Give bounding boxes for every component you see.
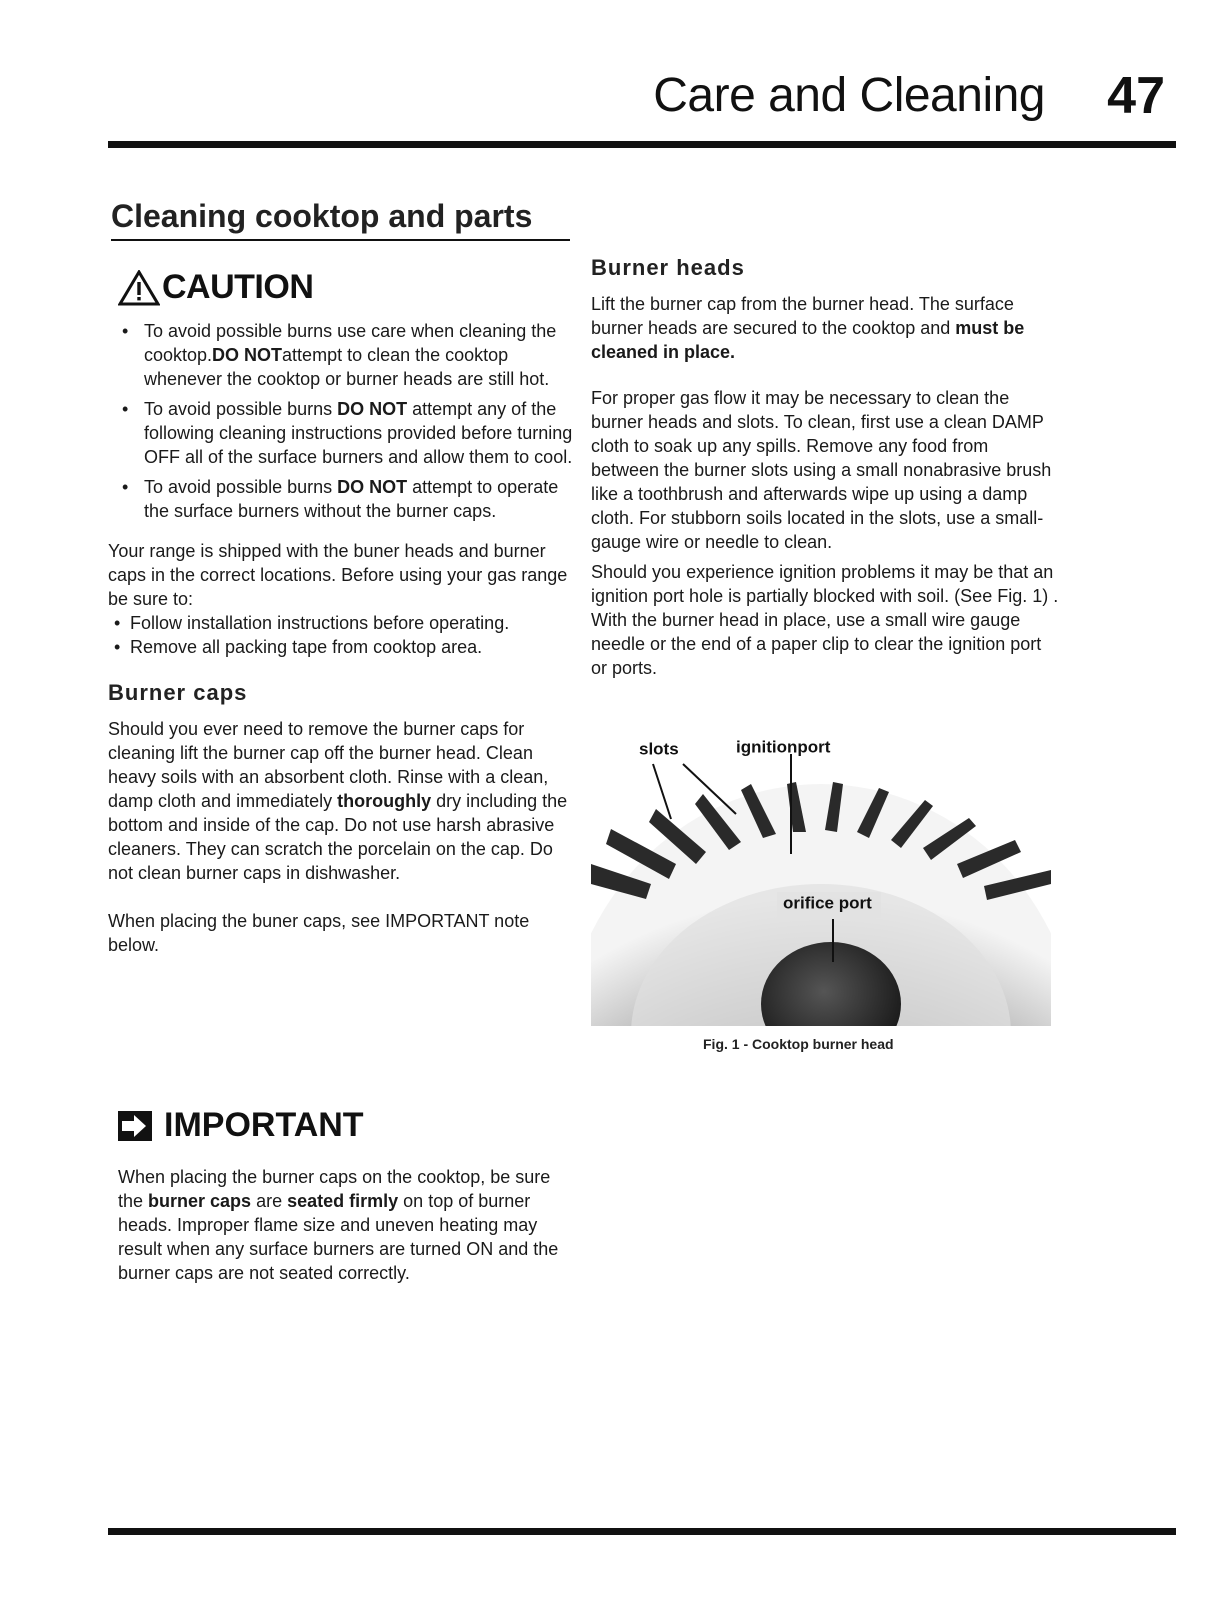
important-heading xyxy=(118,1106,364,1145)
intro-list xyxy=(108,611,580,659)
label-orifice-port: orifice port xyxy=(783,893,872,913)
page-number: 47 xyxy=(1107,67,1165,125)
left-column xyxy=(108,319,580,957)
burner-caps-heading: Burner caps xyxy=(108,680,248,705)
burner-caps-paragraph: Should you ever need to remove the burner caps for cleaning lift the burner cap off the burner head. Clean heavy soils with an absorbent cloth. Rinse with a clean, damp cloth and immediately thoroughly dry including the bottom and inside of the cap. Do not use harsh abrasive cleaners. They can scratch the porcelain on the cap. Do not clean burner caps in dishwasher. xyxy=(108,719,568,883)
intro-item: • Follow installation instructions before operating. xyxy=(108,611,580,635)
caution-item: • To avoid possible burns DO NOT attempt any of the following cleaning instructions provided before turning OFF all of the surface burners and allow them to cool. xyxy=(108,397,580,469)
caution-item: • To avoid possible burns use care when cleaning the cooktop.DO NOTattempt to clean the cooktop whenever the cooktop or burner heads are still hot. xyxy=(108,319,580,391)
important-label: IMPORTANT xyxy=(164,1106,364,1144)
burner-head-illustration xyxy=(591,734,1051,1026)
label-ignition-port: ignitionport xyxy=(736,737,831,757)
header-title: Care and Cleaning xyxy=(653,69,1045,122)
footer-rule xyxy=(108,1528,1176,1535)
burner-heads-ignition: Should you experience ignition problems it may be that an ignition port hole is partially blocked with soil. (See Fig. 1) . With the burner head in place, use a small wire gauge needle or the end of a paper clip to clear the ignition port or ports. xyxy=(591,562,1059,678)
burner-head-figure xyxy=(591,734,1051,1026)
burner-heads-gas-flow: For proper gas flow it may be necessary to clean the burner heads and slots. To clean, first use a clean DAMP cloth to soak up any spills. Remove any food from between the burner slots using a small nonabrasive brush like a toothbrush and afterwards wipe up using a damp cloth. For stubborn soils located in the slots, use a small-gauge wire or needle to clean. xyxy=(591,388,1052,552)
header-rule xyxy=(108,141,1176,148)
caution-label: CAUTION xyxy=(162,268,314,306)
section-title: Cleaning cooktop and parts xyxy=(111,198,570,241)
intro-text: Your range is shipped with the buner heads and burner caps in the correct locations. Before using your gas range be sure to: xyxy=(108,541,568,609)
arrow-right-box-icon xyxy=(118,1109,152,1143)
burner-caps-note: When placing the buner caps, see IMPORTANT note below. xyxy=(108,911,530,955)
important-paragraph: When placing the burner caps on the cooktop, be sure the burner caps are seated firmly on top of burner heads. Improper flame size and uneven heating may result when any surface burners are turned ON and the burner caps are not seated correctly. xyxy=(118,1167,559,1283)
warning-triangle-icon xyxy=(118,270,160,306)
label-slots: slots xyxy=(639,739,679,759)
intro-item: • Remove all packing tape from cooktop area. xyxy=(108,635,580,659)
right-column xyxy=(591,256,1061,680)
figure-caption: Fig. 1 - Cooktop burner head xyxy=(703,1036,894,1052)
burner-heads-heading: Burner heads xyxy=(591,255,745,280)
caution-item: • To avoid possible burns DO NOT attempt to operate the surface burners without the burner caps. xyxy=(108,475,580,523)
burner-heads-paragraph: Lift the burner cap from the burner head. The surface burner heads are secured to the cooktop and must be cleaned in place. xyxy=(591,294,1025,362)
caution-heading xyxy=(118,268,313,307)
caution-list xyxy=(108,319,580,523)
